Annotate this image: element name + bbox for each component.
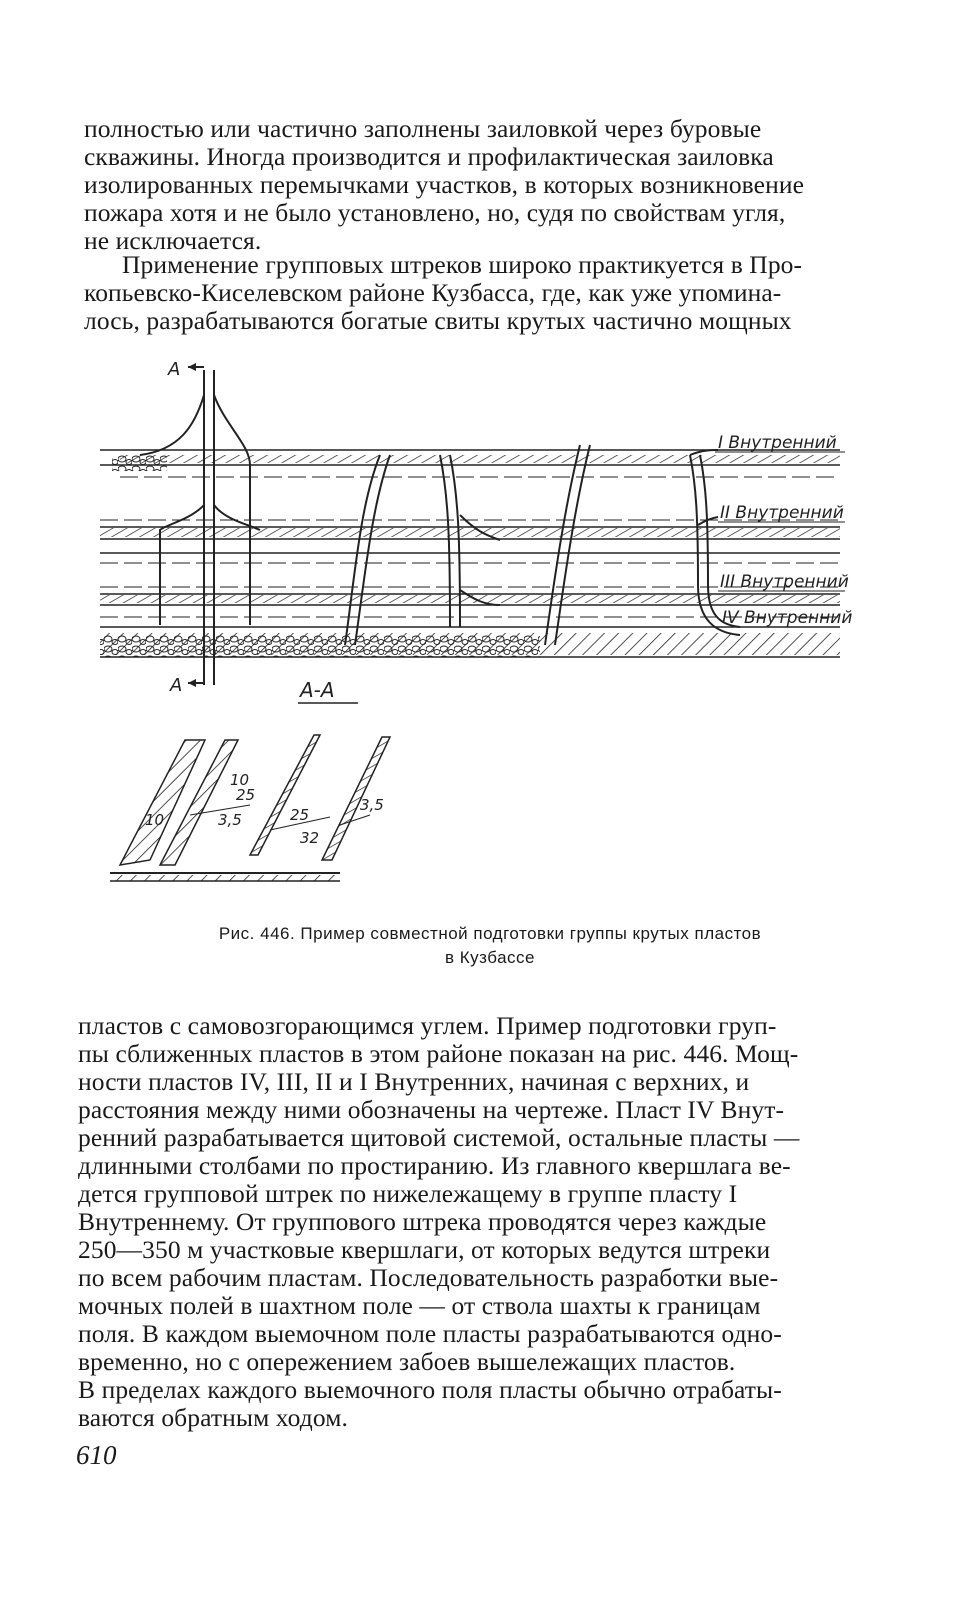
mine-layout-diagram [90,355,870,915]
text-line: не исключается. [84,226,262,255]
dimension-label: 10 [145,811,165,829]
text-line: длинными столбами по простиранию. Из главного квершлага ве- [78,1151,791,1180]
dimension-label: 3,5 [218,811,242,829]
section-label: А-А [300,678,335,702]
text-line: полностью или частично заполнены заиловкой через буровые [84,114,762,143]
page-number: 610 [76,1440,117,1470]
seam-label-4: IV Внутренний [722,608,853,628]
seam-band-1 [100,450,840,477]
figure-caption [100,922,880,970]
text-line: пластов с самовозгорающимся углем. Пример подготовки груп- [78,1011,777,1040]
dimension-label: 32 [300,829,320,847]
text-line: В пределах каждого выемочного поля пласты обычно отрабаты- [78,1375,782,1404]
caption-line: Рис. 446. Пример совместной подготовки группы крутых пластов [218,924,762,943]
text-line: изолированных перемычками участков, в которых возникновение [84,170,804,199]
seam-label-1: I Внутренний [718,433,837,453]
cross-section-aa [110,735,390,881]
text-line: поля. В каждом выемочном поле пласты разрабатываются одно- [78,1319,782,1348]
figure-446 [90,355,870,915]
text-line: мочных полей в шахтном поле — от ствола шахты к границам [78,1291,761,1320]
text-line: ваются обратным ходом. [78,1403,348,1432]
text-line: ности пластов IV, III, II и I Внутренних, начиная с верхних, и [78,1067,750,1096]
dimension-label: 25 [290,806,310,824]
text-line: Применение групповых штреков широко практикуется в Про- [122,250,803,279]
dimension-label: 25 [236,786,256,804]
text-line: скважины. Иногда производится и профилактическая заиловка [84,142,774,171]
text-line: пы сближенных пластов в этом районе показан на рис. 446. Мощ- [78,1039,799,1068]
seam-label-3: III Внутренний [720,572,849,592]
text-line: Внутреннему. От группового штрека проводятся через каждые [78,1207,767,1236]
text-line: расстояния между ними обозначены на чертеже. Пласт IV Внут- [78,1095,785,1124]
paragraph-1 [84,115,884,255]
seam-band-2 [100,520,840,563]
text-line: копьевско-Киселевском районе Кузбасса, где, как уже упомина- [84,278,782,307]
seam-label-2: II Внутренний [720,503,844,523]
dimension-label: 3,5 [360,796,384,814]
text-line: лось, разрабатываются богатые свиты крутых частично мощных [84,306,792,335]
text-line: по всем рабочим пластам. Последовательность разработки вые- [78,1263,779,1292]
paragraph-2 [84,251,884,335]
section-marker-top: А [168,359,181,380]
dimension-label: 10 [230,771,250,789]
seam-band-4 [100,627,840,657]
section-marker-bottom: А [170,675,183,696]
caption-line: в Кузбассе [444,948,536,967]
text-line: временно, но с опережением забоев вышележащих пластов. [78,1347,736,1376]
text-line: 250—350 м участковые квершлаги, от которых ведутся штреки [78,1235,771,1264]
text-line: дется групповой штрек по нижележащему в группе пласту I [78,1179,738,1208]
text-line: пожара хотя и не было установлено, но, судя по свойствам угля, [84,198,786,227]
paragraph-3 [78,1012,882,1432]
text-line: ренний разрабатывается щитовой системой, остальные пласты — [78,1123,800,1152]
